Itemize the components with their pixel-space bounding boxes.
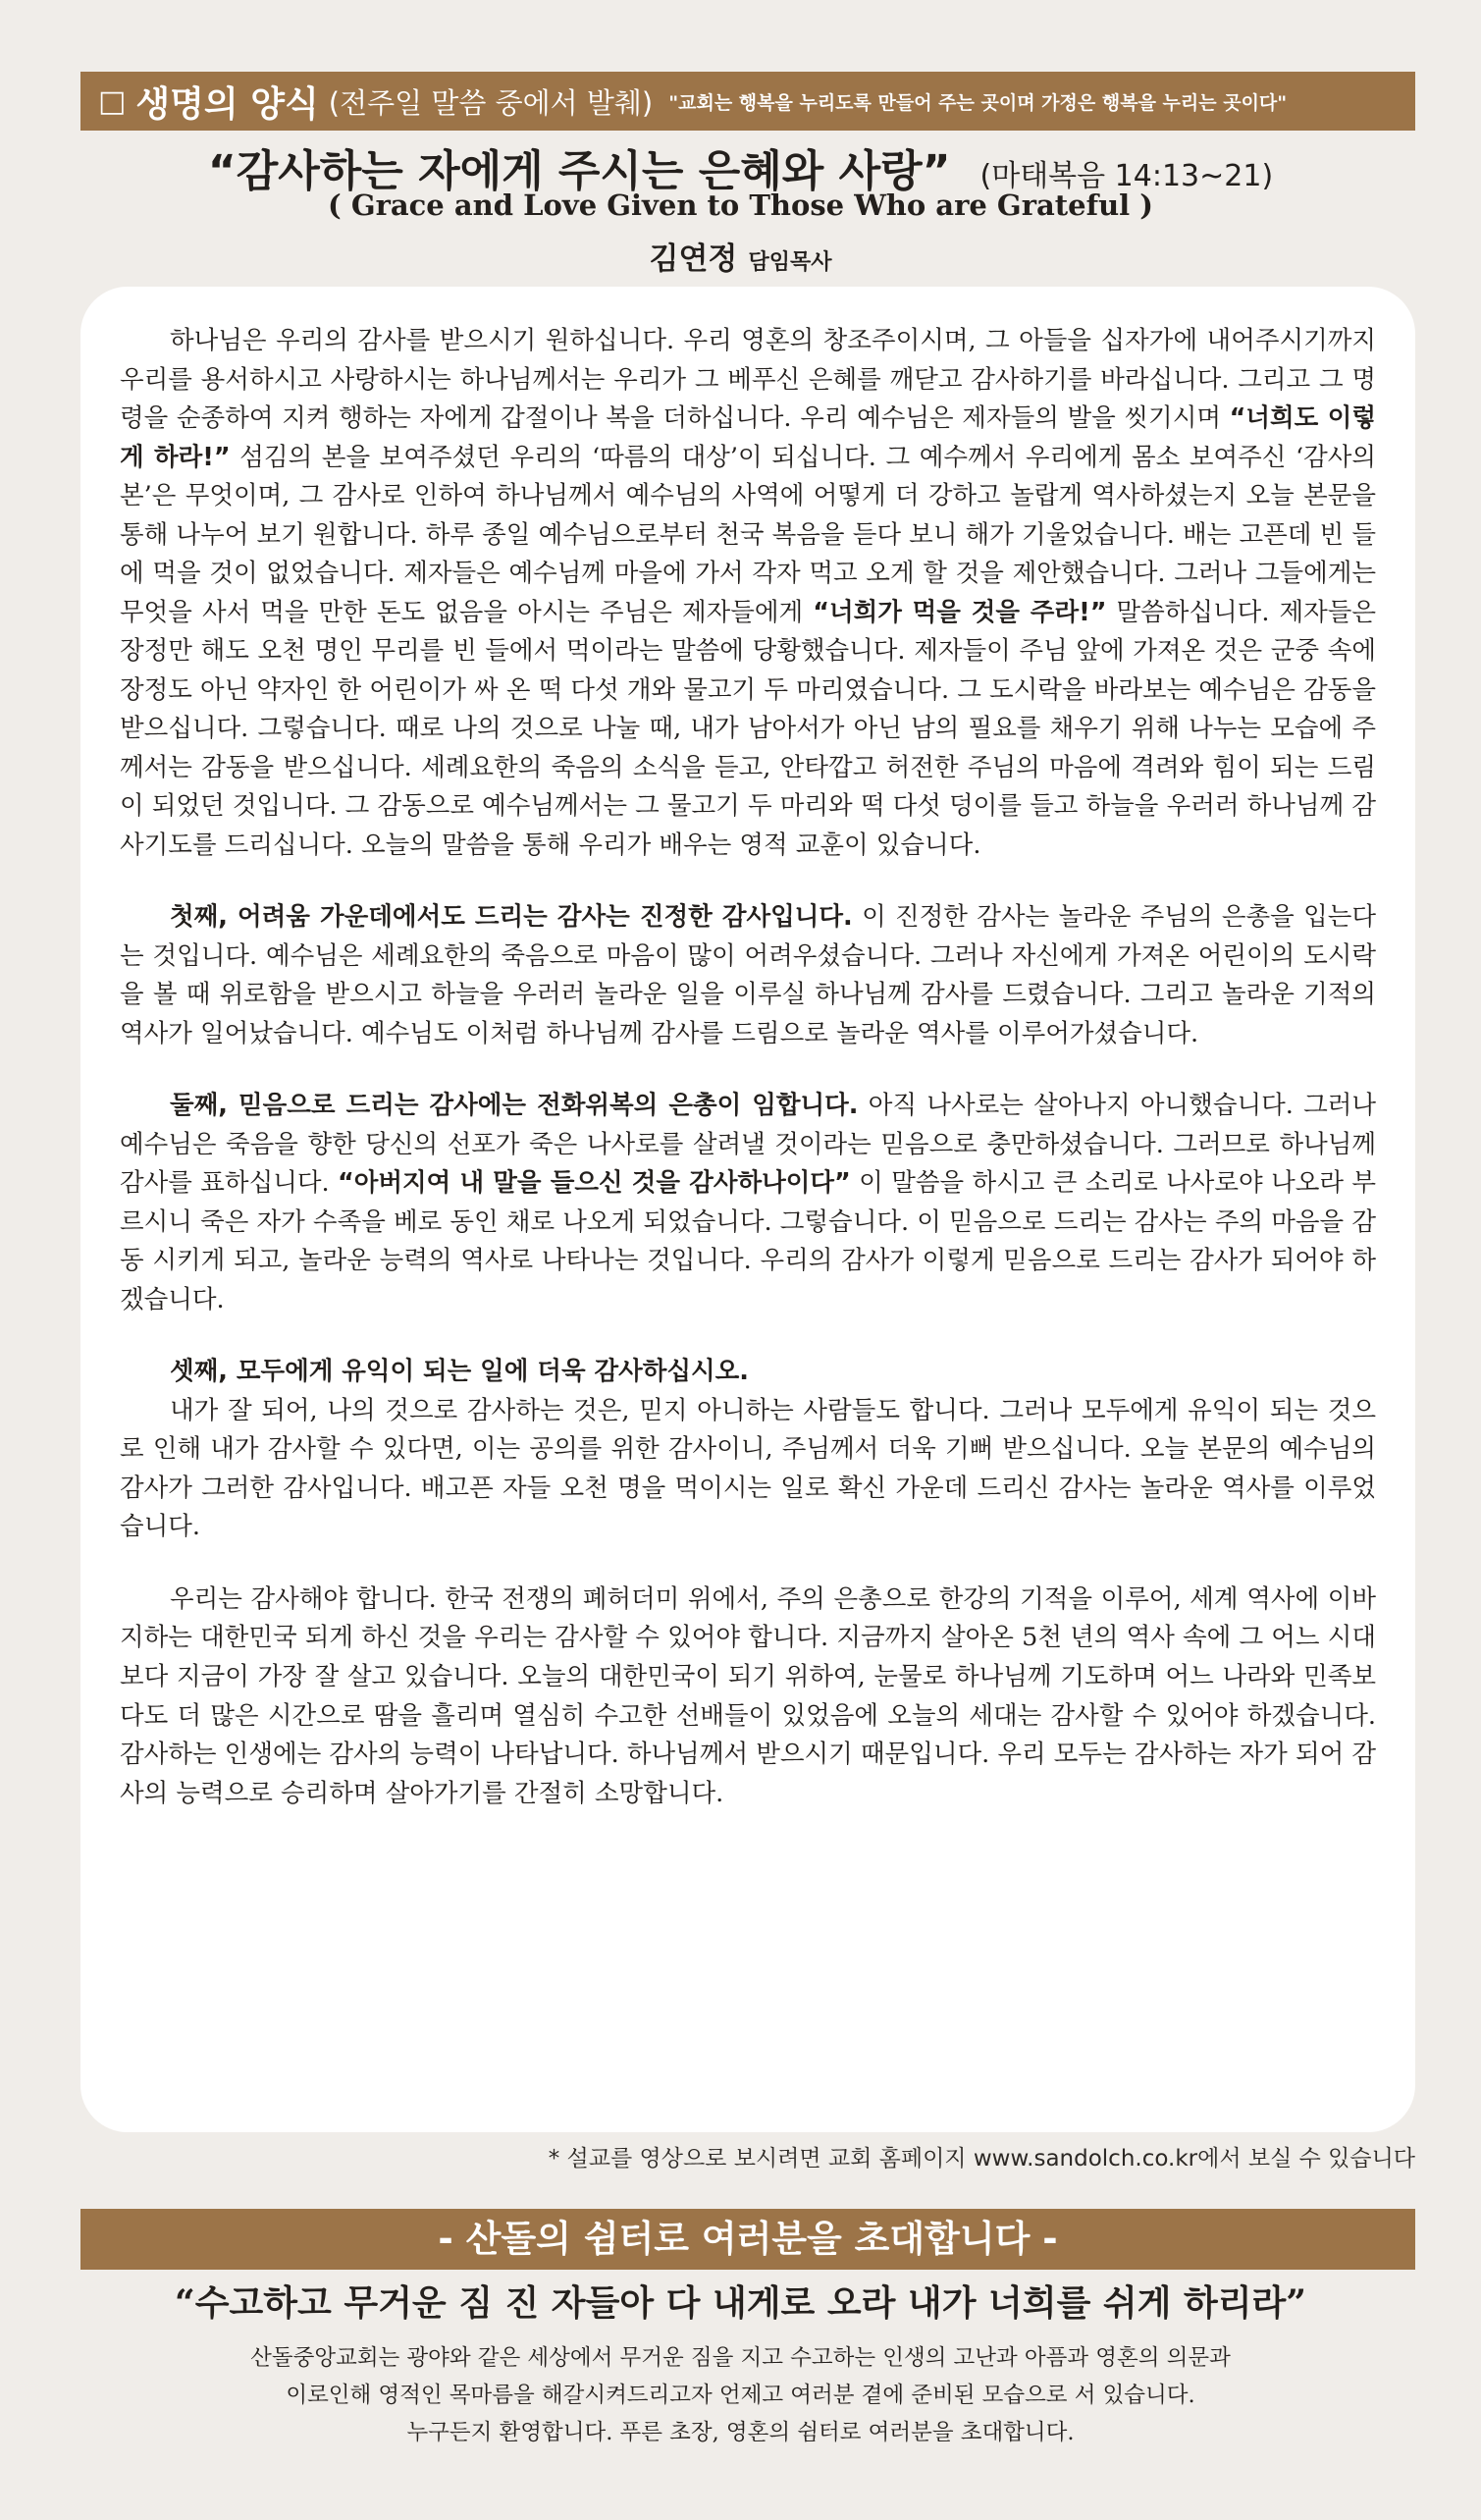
checkbox-square-icon: □ [98, 83, 127, 119]
section-title: 생명의 양식 [135, 83, 319, 125]
invitation-line-3: 누구든지 환영합니다. 푸른 초장, 영혼의 쉼터로 여러분을 초대합니다. [406, 2420, 1075, 2445]
section-header-bar [80, 72, 1415, 131]
paragraph-text: 섬김의 본을 보여주셨던 우리의 ‘따름의 대상’이 되십니다. 그 예수께서 우리에게 몸소 보여주신 ‘감사의 본’은 무엇이며, 그 감사로 인하여 하나님께서 예수님의 사역에 어떻게 더 강하고 놀랍게 역사하셨는지 오늘 본문을 통해 나누어 보기 원합니다. 하루 종일 예수님으로부터 천국 복음을 듣다 보니 해가 기울었습니다. 배는 고픈데 빈 들에 먹을 것이 없었습니다. 제자들은 예수님께 마을에 가서 각자 먹고 오게 할 것을 제안했습니다. 그러나 그들에게는 무엇을 사서 먹을 만한 돈도 없음을 아시는 주님은 제자들에게 [120, 442, 1376, 627]
sermon-paragraph-intro [120, 322, 1376, 865]
author-role: 담임목사 [748, 250, 832, 275]
point-heading: 셋째, 모두에게 유익이 되는 일에 더욱 감사하십시오. [170, 1357, 749, 1387]
paragraph-text: 아직 나사로는 살아나지 아니했습니다. 그러나 예수님은 죽음을 향한 당신의 선포가 죽은 나사로를 살려낼 것이라는 믿음으로 충만하셨습니다. 그러므로 하나님께 감사를 표하십니다. [120, 1091, 1376, 1199]
paragraph-text: 우리는 감사해야 합니다. 한국 전쟁의 폐허더미 위에서, 주의 은총으로 한강의 기적을 이루어, 세계 역사에 이바지하는 대한민국 되게 하신 것을 우리는 감사할 수 있어야 합니다. 지금까지 살아온 5천 년의 역사 속에 그 어느 시대보다 지금이 가장 잘 살고 있습니다. 오늘의 대한민국이 되기 위하여, 눈물로 하나님께 기도하며 어느 나라와 민족보다도 더 많은 시간으로 땀을 흘리며 열심히 수고한 선배들이 있었음에 오늘의 세대는 감사할 수 있어야 하겠습니다. 감사하는 인생에는 감사의 능력이 나타납니다. 하나님께서 받으시기 때문입니다. 우리 모두는 감사하는 자가 되어 감사의 능력으로 승리하며 살아가기를 간절히 소망합니다. [120, 1583, 1376, 1808]
point-heading: 둘째, 믿음으로 드리는 감사에는 전화위복의 은총이 임합니다. [170, 1091, 859, 1121]
sermon-body-panel [80, 287, 1415, 2132]
sermon-conclusion [120, 1581, 1376, 1813]
sermon-point-3-heading [120, 1353, 1376, 1392]
author-name: 김연정 [649, 241, 738, 277]
paragraph-text: 이 진정한 감사는 놀라운 주님의 은총을 입는다는 것입니다. 예수님은 세례요한의 죽음으로 마음이 많이 어려우셨습니다. 그러나 자신에게 가져온 어린이의 도시락을 볼 때 위로함을 받으시고 하늘을 우러러 놀라운 일을 이루실 하나님께 감사를 드렸습니다. 그리고 놀라운 기적의 역사가 일어났습니다. 예수님도 이처럼 하나님께 감사를 드림으로 놀라운 역사를 이루어가셨습니다. [120, 902, 1377, 1048]
video-footnote: * 설교를 영상으로 보시려면 교회 홈페이지 www.sandolch.co.kr에서 보실 수 있습니다 [548, 2146, 1415, 2171]
sermon-title-english: ( Grace and Love Given to Those Who are Grateful ) [328, 188, 1153, 222]
invitation-banner: - 산돌의 쉼터로 여러분을 초대합니다 - [80, 2209, 1415, 2270]
emphasis-quote: “아버지여 내 말을 들으신 것을 감사하나이다” [337, 1168, 851, 1199]
paragraph-text: 말씀하십니다. 제자들은 장정만 해도 오천 명인 무리를 빈 들에서 먹이라는 말씀에 당황했습니다. 제자들이 주님 앞에 가져온 것은 군중 속에 장정도 아닌 약자인 한 어린이가 싸 온 떡 다섯 개와 물고기 두 마리였습니다. 그 도시락을 바라보는 예수님은 감동을 받으십니다. 그렇습니다. 때로 나의 것으로 나눌 때, 내가 남아서가 아닌 남의 필요를 채우기 위해 나누는 모습에 주께서는 감동을 받으십니다. 세례요한의 죽음의 소식을 듣고, 안타깝고 허전한 주님의 마음에 격려와 힘이 되는 드림이 되었던 것입니다. 그 감동으로 예수님께서는 그 물고기 두 마리와 떡 다섯 덩이를 들고 하늘을 우러러 하나님께 감사기도를 드리십니다. 오늘의 말씀을 통해 우리가 배우는 영적 교훈이 있습니다. [120, 597, 1376, 860]
emphasis-quote: “너희가 먹을 것을 주라!” [813, 597, 1107, 627]
paragraph-text: 내가 잘 되어, 나의 것으로 감사하는 것은, 믿지 아니하는 사람들도 합니다. 그러나 모두에게 유익이 되는 것으로 인해 내가 감사할 수 있다면, 이는 공의를 위한 감사이니, 주님께서 더욱 기뻐 받으십니다. 오늘 본문의 예수님의 감사가 그러한 감사입니다. 배고픈 자들 오천 명을 먹이시는 일로 확신 가운데 드리신 감사는 놀라운 역사를 이루었습니다. [120, 1395, 1376, 1542]
church-motto: "교회는 행복을 누리도록 만들어 주는 곳이며 가정은 행복을 누리는 곳이다" [668, 91, 1288, 114]
sermon-title: “감사하는 자에게 주시는 은혜와 사랑” [207, 146, 951, 196]
sermon-point-3 [120, 1392, 1376, 1547]
point-heading: 첫째, 어려움 가운데에서도 드리는 감사는 진정한 감사입니다. [170, 902, 853, 933]
sermon-point-1 [120, 898, 1376, 1053]
paragraph-text: 이 말씀을 하시고 큰 소리로 나사로야 나오라 부르시니 죽은 자가 수족을 베로 동인 채로 나오게 되었습니다. 그렇습니다. 이 믿음으로 드리는 감사는 주의 마음을 감동 시키게 되고, 놀라운 능력의 역사로 나타나는 것입니다. 우리의 감사가 이렇게 믿음으로 드리는 감사가 되어야 하겠습니다. [120, 1168, 1376, 1314]
sermon-author [0, 234, 1481, 275]
scripture-reference: (마태복음 14:13~21) [979, 159, 1274, 193]
invitation-verse: “수고하고 무거운 짐 진 자들아 다 내게로 오라 내가 너희를 쉬게 하리라” [174, 2282, 1306, 2324]
emphasis-quote: “너희도 이렇게 하라!” [120, 403, 1376, 472]
section-subtitle: (전주일 말씀 중에서 발췌) [328, 85, 654, 120]
sermon-point-2 [120, 1087, 1376, 1319]
invitation-line-1: 산돌중앙교회는 광야와 같은 세상에서 무거운 짐을 지고 수고하는 인생의 고난과 아픔과 영혼의 의문과 [250, 2345, 1231, 2371]
invitation-line-2: 이로인해 영적인 목마름을 해갈시켜드리고자 언제고 여러분 곁에 준비된 모습으로 서 있습니다. [286, 2383, 1195, 2408]
paragraph-text: 하나님은 우리의 감사를 받으시기 원하십니다. 우리 영혼의 창조주이시며, 그 아들을 십자가에 내어주시기까지 우리를 용서하시고 사랑하시는 하나님께서는 우리가 그 베푸신 은혜를 깨닫고 감사하기를 바라십니다. 그리고 그 명령을 순종하여 지켜 행하는 자에게 갑절이나 복을 더하십니다. 우리 예수님은 제자들의 발을 씻기시며 [120, 326, 1376, 434]
